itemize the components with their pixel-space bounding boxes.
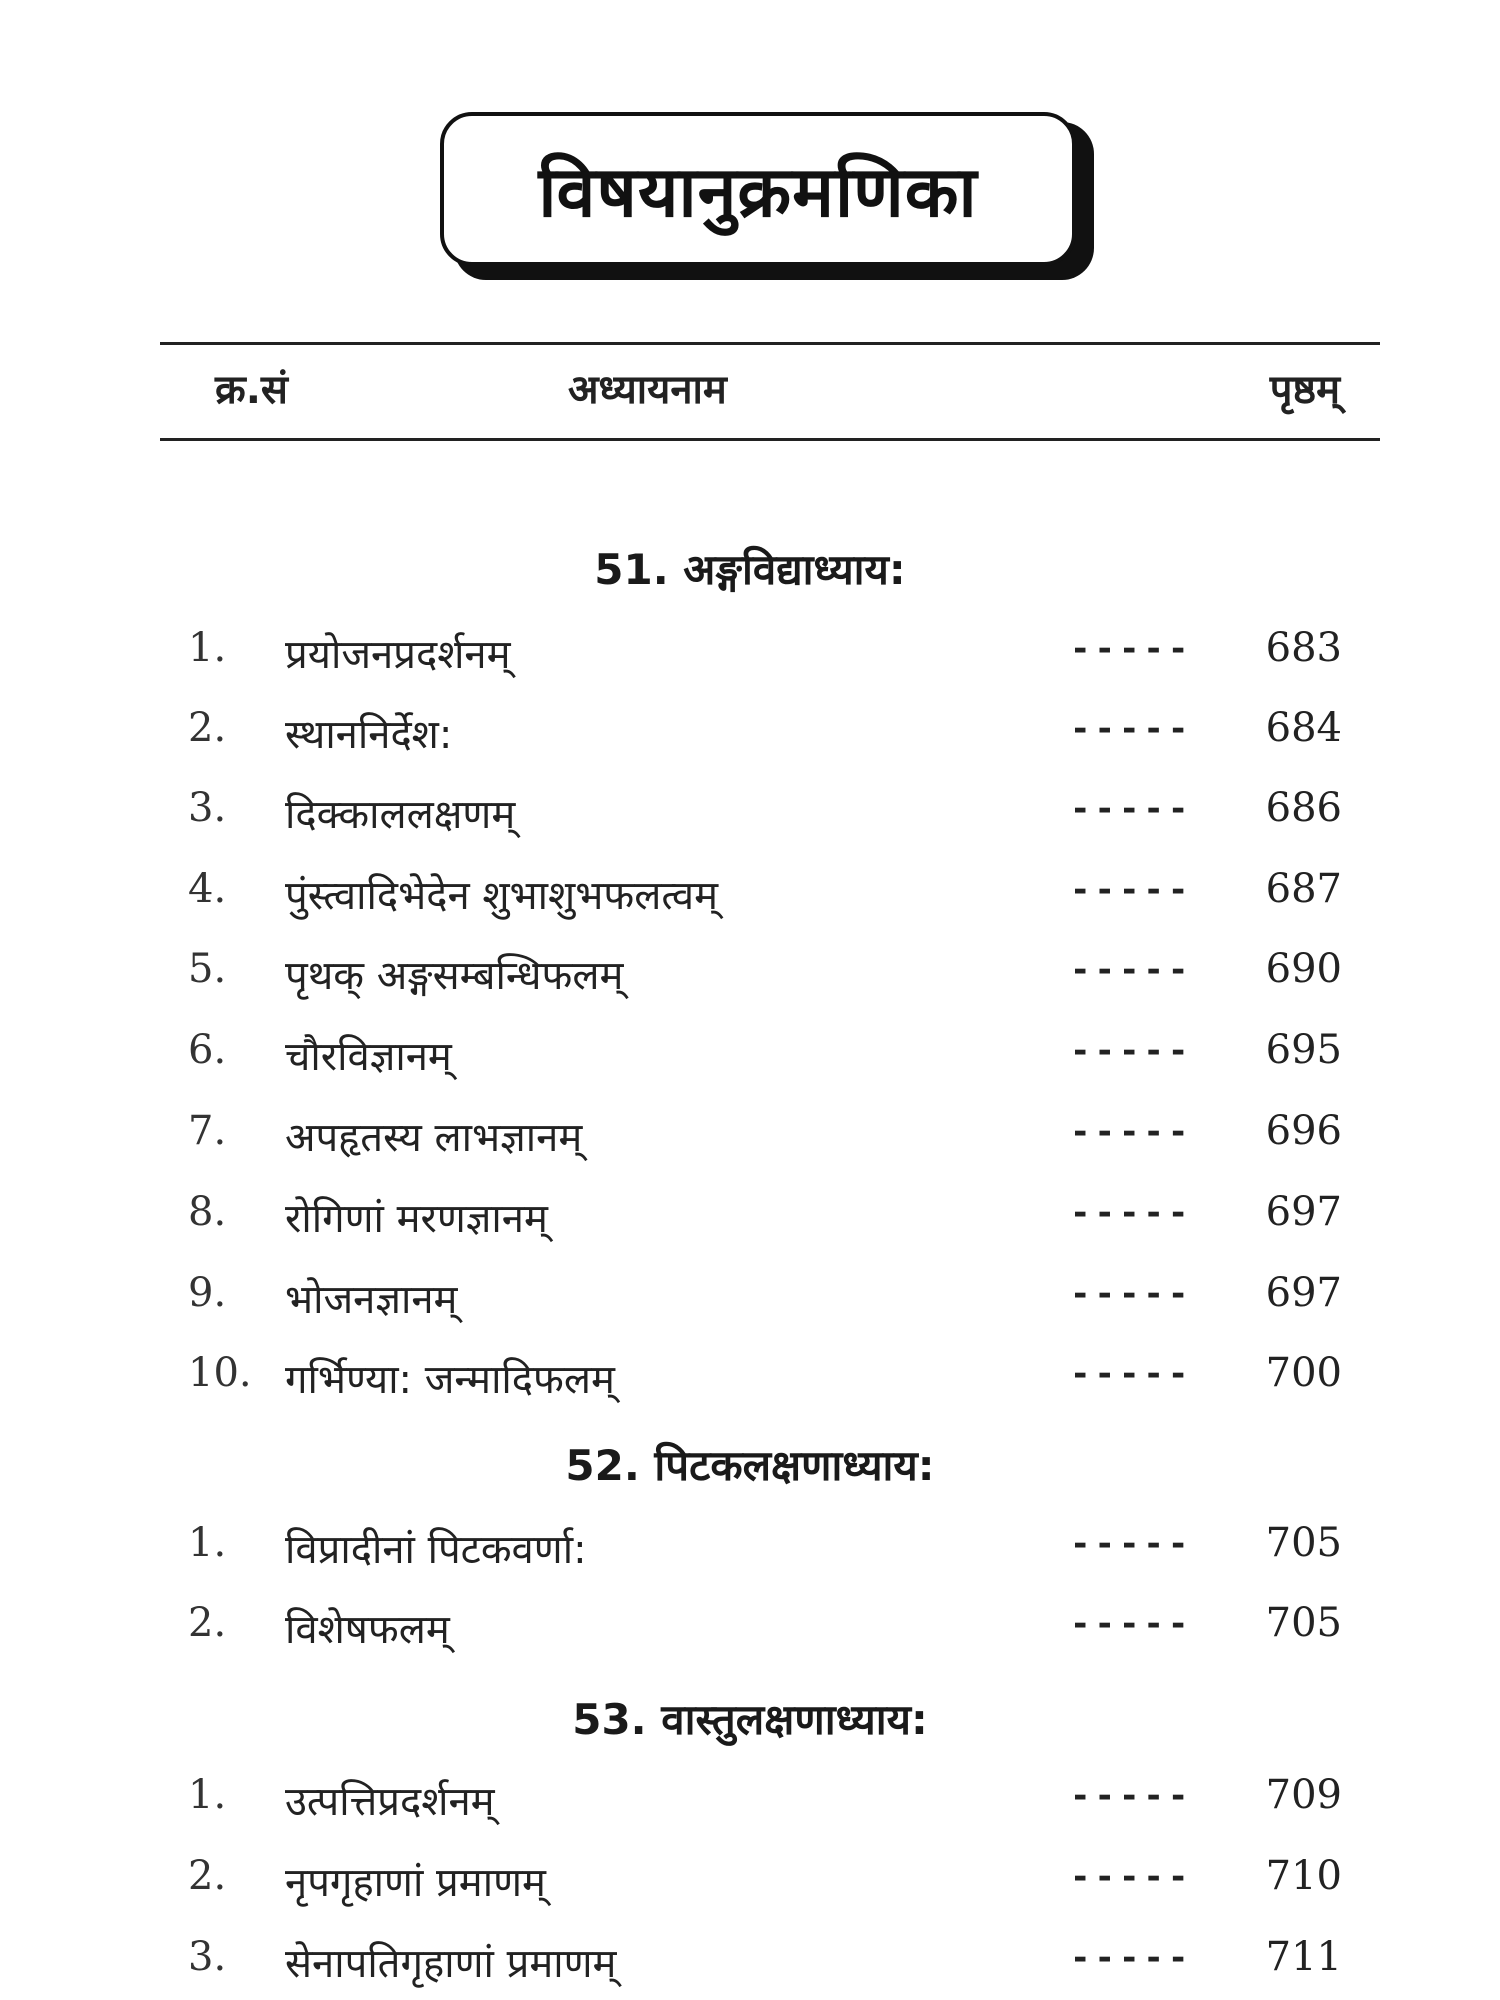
row-leader: ----- bbox=[1070, 1938, 1193, 1978]
toc-row bbox=[0, 1350, 1500, 1410]
row-label: सेनापतिगृहाणां प्रमाणम् bbox=[285, 1941, 617, 1987]
toc-row bbox=[0, 1189, 1500, 1249]
row-label: स्थाननिर्देश: bbox=[285, 712, 453, 758]
toc-row bbox=[0, 1270, 1500, 1330]
row-page: 697 bbox=[1265, 1189, 1342, 1235]
row-label: दिक्काललक्षणम् bbox=[285, 792, 516, 838]
row-number: 1. bbox=[188, 1772, 227, 1818]
row-label: पृथक् अङ्गसम्बन्धिफलम् bbox=[285, 953, 624, 999]
row-leader: ----- bbox=[1070, 629, 1193, 669]
row-page: 705 bbox=[1265, 1520, 1342, 1566]
section-title: 51. अङ्गविद्याध्याय: bbox=[594, 545, 906, 594]
row-label: भोजनज्ञानम् bbox=[285, 1277, 458, 1323]
row-number: 8. bbox=[188, 1189, 227, 1235]
header-serial: क्र.सं bbox=[215, 367, 288, 413]
header-chapter-name: अध्यायनाम bbox=[568, 367, 727, 413]
row-label: उत्पत्तिप्रदर्शनम् bbox=[285, 1779, 495, 1825]
row-number: 3. bbox=[188, 785, 227, 831]
toc-row bbox=[0, 1108, 1500, 1168]
section-title: 53. वास्तुलक्षणाध्याय: bbox=[572, 1695, 928, 1744]
row-leader: ----- bbox=[1070, 1354, 1193, 1394]
row-number: 9. bbox=[188, 1270, 227, 1316]
row-page: 686 bbox=[1265, 785, 1342, 831]
row-number: 10. bbox=[188, 1350, 252, 1396]
row-label: प्रयोजनप्रदर्शनम् bbox=[285, 632, 511, 678]
row-page: 697 bbox=[1265, 1270, 1342, 1316]
row-leader: ----- bbox=[1070, 1604, 1193, 1644]
row-label: चौरविज्ञानम् bbox=[285, 1034, 452, 1080]
row-leader: ----- bbox=[1070, 1193, 1193, 1233]
row-page: 709 bbox=[1265, 1772, 1342, 1818]
row-number: 5. bbox=[188, 946, 227, 992]
row-label: पुंस्त्वादिभेदेन शुभाशुभफलत्वम् bbox=[285, 873, 719, 919]
header-top-rule bbox=[160, 342, 1380, 345]
row-leader: ----- bbox=[1070, 1524, 1193, 1564]
toc-row bbox=[0, 1853, 1500, 1913]
toc-row bbox=[0, 866, 1500, 926]
row-leader: ----- bbox=[1070, 1031, 1193, 1071]
toc-row bbox=[0, 946, 1500, 1006]
row-number: 2. bbox=[188, 1853, 227, 1899]
toc-row bbox=[0, 625, 1500, 685]
row-leader: ----- bbox=[1070, 870, 1193, 910]
row-number: 7. bbox=[188, 1108, 227, 1154]
row-label: नृपगृहाणां प्रमाणम् bbox=[285, 1860, 546, 1906]
row-page: 683 bbox=[1265, 625, 1342, 671]
row-number: 3. bbox=[188, 1934, 227, 1980]
toc-row bbox=[0, 1934, 1500, 1994]
row-page: 684 bbox=[1265, 705, 1342, 751]
row-number: 2. bbox=[188, 1600, 227, 1646]
row-number: 1. bbox=[188, 1520, 227, 1566]
row-number: 4. bbox=[188, 866, 227, 912]
toc-row bbox=[0, 1600, 1500, 1660]
row-page: 710 bbox=[1265, 1853, 1342, 1899]
row-number: 6. bbox=[188, 1027, 227, 1073]
row-leader: ----- bbox=[1070, 709, 1193, 749]
toc-row bbox=[0, 705, 1500, 765]
header-bottom-rule bbox=[160, 438, 1380, 441]
section-title: 52. पिटकलक्षणाध्याय: bbox=[565, 1441, 935, 1490]
row-page: 700 bbox=[1265, 1350, 1342, 1396]
title-box bbox=[440, 112, 1100, 282]
toc-row bbox=[0, 1027, 1500, 1087]
row-page: 687 bbox=[1265, 866, 1342, 912]
row-leader: ----- bbox=[1070, 950, 1193, 990]
row-leader: ----- bbox=[1070, 1112, 1193, 1152]
row-leader: ----- bbox=[1070, 1857, 1193, 1897]
row-leader: ----- bbox=[1070, 789, 1193, 829]
row-label: अपहृतस्य लाभज्ञानम् bbox=[285, 1115, 583, 1161]
page-title: विषयानुक्रमणिका bbox=[538, 151, 978, 233]
toc-row bbox=[0, 785, 1500, 845]
row-number: 1. bbox=[188, 625, 227, 671]
row-label: विप्रादीनां पिटकवर्णा: bbox=[285, 1527, 587, 1573]
row-leader: ----- bbox=[1070, 1776, 1193, 1816]
header-page: पृष्ठम् bbox=[1269, 367, 1340, 413]
row-page: 695 bbox=[1265, 1027, 1342, 1073]
toc-row bbox=[0, 1520, 1500, 1580]
row-page: 690 bbox=[1265, 946, 1342, 992]
row-label: रोगिणां मरणज्ञानम् bbox=[285, 1196, 548, 1242]
row-page: 711 bbox=[1265, 1934, 1342, 1980]
title-frame bbox=[440, 112, 1076, 266]
row-label: विशेषफलम् bbox=[285, 1607, 450, 1653]
row-page: 696 bbox=[1265, 1108, 1342, 1154]
row-number: 2. bbox=[188, 705, 227, 751]
row-leader: ----- bbox=[1070, 1274, 1193, 1314]
toc-row bbox=[0, 1772, 1500, 1832]
row-label: गर्भिण्या: जन्मादिफलम् bbox=[285, 1357, 615, 1403]
row-page: 705 bbox=[1265, 1600, 1342, 1646]
